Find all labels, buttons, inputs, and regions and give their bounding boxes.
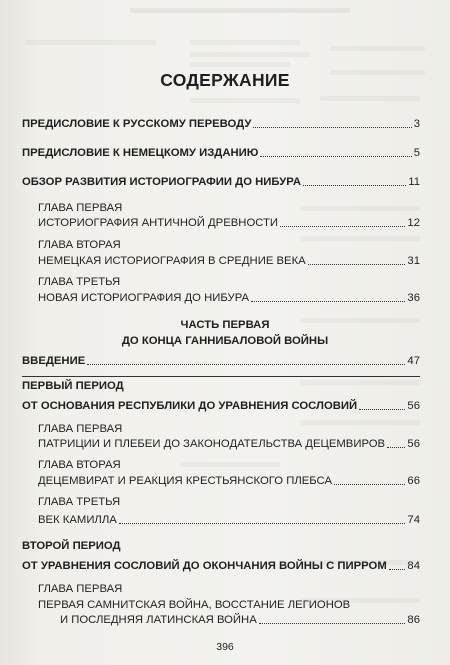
- dot-leader: [251, 301, 405, 302]
- toc-page-number: 12: [407, 217, 420, 229]
- dot-leader: [119, 523, 406, 524]
- toc-entry-samnite-war[interactable]: [60, 613, 420, 627]
- bleed-through-running-head: [130, 8, 350, 13]
- toc-entry-label: ПРЕДИСЛОВИЕ К НЕМЕЦКОМУ ИЗДАНИЮ: [22, 147, 259, 159]
- toc-page-number: 56: [407, 400, 420, 412]
- toc-entry-patricians-plebeians[interactable]: [38, 437, 420, 451]
- toc-entry-label: ПРЕДИСЛОВИЕ К РУССКОМУ ПЕРЕВОДУ: [22, 118, 252, 130]
- toc-page-number: 36: [407, 292, 420, 304]
- chapter-heading: ГЛАВА ПЕРВАЯ: [38, 423, 123, 435]
- bleed-through-text: [190, 62, 290, 67]
- toc-entry-label: ВЕК КАМИЛЛА: [38, 514, 117, 526]
- chapter-heading: ГЛАВА ПЕРВАЯ: [38, 583, 123, 595]
- dot-leader: [253, 127, 411, 128]
- toc-entry-ancient-historiography[interactable]: [38, 216, 420, 230]
- chapter-heading: ГЛАВА ВТОРАЯ: [38, 239, 121, 251]
- toc-entry-label: ОБЗОР РАЗВИТИЯ ИСТОРИОГРАФИИ ДО НИБУРА: [22, 176, 301, 188]
- dot-leader: [303, 185, 406, 186]
- toc-entry-age-of-camillus[interactable]: [38, 513, 420, 527]
- chapter-heading: ГЛАВА ТРЕТЬЯ: [38, 276, 121, 288]
- toc-entry-medieval-historiography[interactable]: [38, 254, 420, 268]
- toc-entry-historiography-overview[interactable]: [22, 175, 420, 189]
- dot-leader: [280, 226, 405, 227]
- toc-entry-preface-german[interactable]: [22, 146, 420, 160]
- bleed-through-text: [180, 462, 280, 467]
- toc-entry-label: ОТ УРАВНЕНИЯ СОСЛОВИЙ ДО ОКОНЧАНИЯ ВОЙНЫ С ПИРРОМ: [22, 560, 387, 572]
- dot-leader: [387, 447, 405, 448]
- dot-leader: [259, 623, 406, 624]
- toc-page-number: 74: [407, 514, 420, 526]
- bleed-through-text: [190, 98, 300, 103]
- toc-entry-label: И ПОСЛЕДНЯЯ ЛАТИНСКАЯ ВОЙНА: [60, 614, 257, 626]
- toc-entry-introduction[interactable]: [22, 354, 420, 368]
- bleed-through-text: [190, 40, 300, 45]
- page-number: 396: [216, 641, 234, 653]
- part-heading: ЧАСТЬ ПЕРВАЯ: [180, 319, 270, 331]
- bleed-through-text: [320, 96, 420, 101]
- toc-entry-label: ОТ ОСНОВАНИЯ РЕСПУБЛИКИ ДО УРАВНЕНИЯ СОСЛОВИЙ: [22, 400, 358, 412]
- bleed-through-text: [330, 46, 425, 51]
- toc-entry-label-line: ПЕРВАЯ САМНИТСКАЯ ВОЙНА, ВОССТАНИЕ ЛЕГИОНОВ: [38, 599, 351, 611]
- toc-entry-label: НЕМЕЦКАЯ ИСТОРИОГРАФИЯ В СРЕДНИЕ ВЕКА: [38, 255, 306, 267]
- period-heading: ПЕРВЫЙ ПЕРИОД: [22, 380, 124, 392]
- period-heading-rule: [22, 376, 420, 377]
- toc-entry-label: ДЕЦЕМВИРАТ И РЕАКЦИЯ КРЕСТЬЯНСКОГО ПЛЕБСА: [38, 475, 332, 487]
- period-heading: ВТОРОЙ ПЕРИОД: [22, 540, 121, 552]
- dot-leader: [359, 409, 405, 410]
- toc-entry-new-historiography[interactable]: [38, 291, 420, 305]
- part-title: ДО КОНЦА ГАННИБАЛОВОЙ ВОЙНЫ: [121, 335, 329, 347]
- toc-entry-second-period[interactable]: [22, 559, 420, 573]
- chapter-heading: ГЛАВА ВТОРАЯ: [38, 459, 121, 471]
- toc-entry-decemvirate[interactable]: [38, 474, 420, 488]
- toc-entry-preface-russian[interactable]: [22, 117, 420, 131]
- toc-entry-label: ИСТОРИОГРАФИЯ АНТИЧНОЙ ДРЕВНОСТИ: [38, 217, 279, 229]
- bleed-through-text: [190, 52, 310, 57]
- dot-leader: [308, 264, 406, 265]
- toc-page-number: 86: [407, 614, 420, 626]
- page-title: СОДЕРЖАНИЕ: [160, 70, 290, 90]
- toc-page-number: 56: [407, 438, 420, 450]
- dot-leader: [334, 484, 405, 485]
- toc-page-number: 66: [407, 475, 420, 487]
- toc-entry-label: ВВЕДЕНИЕ: [22, 355, 86, 367]
- bleed-through-text: [300, 206, 420, 211]
- toc-page-number: 11: [408, 176, 420, 188]
- bleed-through-text: [300, 420, 420, 425]
- toc-entry-label: ПАТРИЦИИ И ПЛЕБЕИ ДО ЗАКОНОДАТЕЛЬСТВА ДЕЦЕМВИРОВ: [38, 438, 386, 450]
- toc-page-number: 3: [413, 118, 420, 130]
- bleed-through-text: [300, 380, 420, 385]
- toc-page-number: 5: [413, 147, 420, 159]
- toc-page-number: 47: [407, 355, 420, 367]
- toc-entry-label: НОВАЯ ИСТОРИОГРАФИЯ ДО НИБУРА: [38, 292, 250, 304]
- dot-leader: [389, 569, 406, 570]
- dot-leader: [260, 156, 411, 157]
- toc-entry-first-period[interactable]: [22, 399, 420, 413]
- bleed-through-text: [26, 40, 156, 45]
- toc-page-number: 84: [407, 560, 420, 572]
- chapter-heading: ГЛАВА ПЕРВАЯ: [38, 202, 123, 214]
- bleed-through-text: [300, 236, 420, 241]
- toc-page-number: 31: [407, 255, 420, 267]
- dot-leader: [87, 364, 405, 365]
- chapter-heading: ГЛАВА ТРЕТЬЯ: [38, 496, 121, 508]
